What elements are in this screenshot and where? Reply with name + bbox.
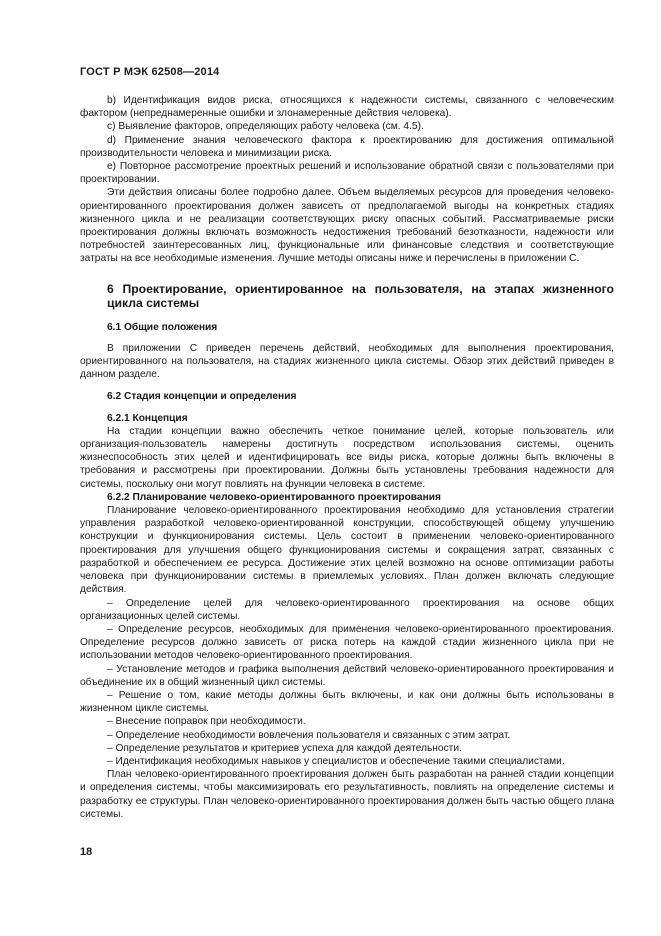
section-6-heading: 6 Проектирование, ориентированное на пользователя, на этапах жизненного цикла системы [107, 281, 614, 311]
document-header: ГОСТ Р МЭК 62508—2014 [80, 66, 220, 78]
section-6-2-2-text: Планирование человеко-ориентированного проектирования необходимо для установления стратегии управления разработкой человеко-ориентированной конструкции, способствующей общему улучшению конструкции и функционирования системы. Цель состоит в применении человеко-ориентированного проектирования для улучшения общего функционирования системы и сокращения затрат, связанных с разработкой и обеспечением ее ресурса. Достижение этих целей возможно на основе оптимизации работы человека при функционировании системы в приемлемых условиях. План должен включать следующие действия. [80, 505, 614, 596]
dash-item: – Определение результатов и критериев успеха для каждой деятельности. [107, 742, 462, 754]
section-6-1-heading: 6.1 Общие положения [107, 321, 218, 333]
section-6-2-2-final: План человеко-ориентированного проектирования должен быть разработан на ранней стадии концепции и определения системы, чтобы максимизировать его результативность, повлиять на определение системы и разработку ее структуры. План человеко-ориентированного проектирования должен быть частью общего плана системы. [80, 769, 614, 820]
list-item-b: b) Идентификация видов риска, относящихся к надежности системы, связанного с человеческим фактором (непреднамеренные ошибки и злонамеренные действия человека). [80, 95, 614, 120]
dash-item: – Определение необходимости вовлечения пользователя и связанных с этим затрат. [107, 729, 511, 741]
list-item-d: d) Применение знания человеческого фактора к проектированию для достижения оптимальной производительности человека и минимизации риска. [80, 134, 614, 159]
dash-item: – Определение ресурсов, необходимых для применения человеко-ориентированного проектирования. Определение ресурсов должно зависеть от риска потерь на каждой стадии жизненного цикла при не использовании методов человеко-ориентированного проектирования. [80, 623, 614, 662]
section-6-2-heading: 6.2 Стадия концепции и определения [107, 391, 297, 403]
section-6-2-2-heading: 6.2.2 Планирование человеко-ориентированного проектирования [107, 491, 441, 503]
list-item-c: c) Выявление факторов, определяющих работу человека (см. 4.5). [107, 121, 424, 133]
section-6-2-1-text: На стадии концепции важно обеспечить четкое понимание целей, которые пользователь или организация-пользователь намерены достигнуть посредством использования системы, оценить жизнеспособность этих целей и идентифицировать все виды риска, которые должны быть включены в требования и рассмотрены при проектировании. Должны быть установлены требования надежности для системы, поскольку они могут повлиять на функции человека в системе. [80, 425, 614, 490]
section-6-2-1-heading: 6.2.1 Концепция [107, 412, 188, 424]
dash-item: – Идентификация необходимых навыков у специалистов и обеспечение такими специалистами. [107, 755, 565, 767]
dash-item: – Определение целей для человеко-ориентированного проектирования на основе общих организационных целей системы. [80, 597, 614, 622]
page-number: 18 [80, 846, 93, 858]
list-item-e: e) Повторное рассмотрение проектных решений и использование обратной связи с пользователями при проектировании. [80, 161, 614, 186]
paragraph-actions: Эти действия описаны более подробно далее. Объем выделяемых ресурсов для проведения человеко-ориентированного проектирования должен зависеть от предполагаемой выгоды на конкретных стадиях жизненного цикла и не реализации соответствующих риску опасных событий. Рассматриваемые риски проектирования должны включать возможность недостижения требований безотказности, надежности или потребностей заинтересованных лиц, функциональные или финансовые следствия и соответствующие затраты на все необходимые изменения. Лучшие методы описаны ниже и перечислены в приложении С. [80, 187, 614, 265]
dash-item: – Установление методов и графика выполнения действий человеко-ориентированного проектирования и объединение их в общий жизненный цикл системы. [80, 663, 614, 688]
section-6-1-text: В приложении С приведен перечень действий, необходимых для выполнения проектирования, ориентированного на пользователя, на стадиях жизненного цикла системы. Обзор этих действий приведен в данном разделе. [80, 342, 614, 381]
page-content [80, 94, 614, 821]
dash-item: – Внесение поправок при необходимости. [107, 716, 306, 728]
dash-item: – Решение о том, какие методы должны быть включены, и как они должны быть использованы в жизненном цикле системы. [80, 689, 614, 715]
